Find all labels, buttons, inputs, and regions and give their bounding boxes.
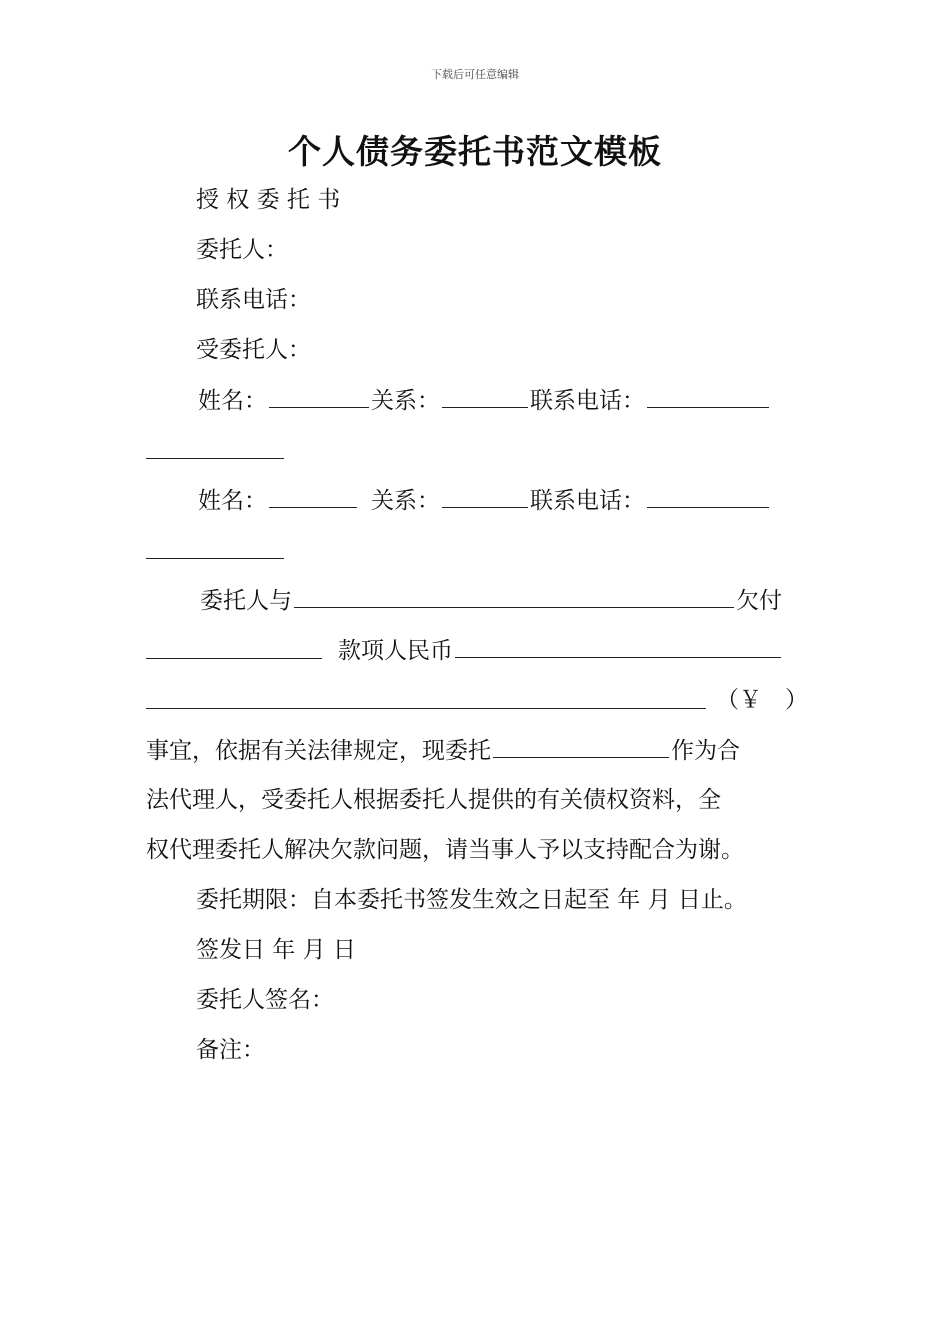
header-note: 下载后可任意编辑 [431, 68, 519, 81]
yuan-symbol: （￥ ） [716, 687, 808, 713]
amount-blank-continued [146, 708, 706, 709]
body-line-5: 法代理人，受委托人根据委托人提供的有关债权资料，全 [146, 787, 721, 813]
body-line-4-start: 事宜，依据有关法律规定，现委托 [146, 738, 491, 764]
amount-blank [455, 635, 781, 658]
amount-phrase: 款项人民币 [338, 638, 453, 664]
phone-blank [647, 385, 769, 408]
agent-row-1 [198, 385, 771, 416]
agent-label: 受委托人： [196, 337, 311, 363]
signature-label: 委托人签名： [196, 987, 334, 1013]
body-line-6: 权代理委托人解决欠款问题，请当事人予以支持配合为谢。 [146, 837, 744, 863]
relation-blank [442, 385, 528, 408]
remarks-label: 备注： [196, 1037, 265, 1063]
document-subtitle: 授 权 委 托 书 [196, 187, 341, 213]
body-line-4 [146, 735, 740, 766]
name-blank [269, 485, 357, 508]
term-line: 委托期限：自本委托书签发生效之日起至 年 月 日止。 [196, 887, 747, 913]
phone-blank-continued [146, 558, 284, 559]
principal-label: 委托人： [196, 237, 288, 263]
name-blank [269, 385, 369, 408]
phone-label: 联系电话： [196, 287, 311, 313]
debt-blank [146, 658, 322, 659]
agent-phone-label: 联系电话： [530, 388, 645, 414]
body-line-2 [338, 635, 783, 666]
relation-blank [442, 485, 528, 508]
phone-blank [647, 485, 769, 508]
agent-name-label: 姓名： [198, 488, 267, 514]
creditor-phrase: 委托人与 [200, 588, 292, 614]
agent-name-label: 姓名： [198, 388, 267, 414]
issue-date: 签发日 年 月 日 [196, 937, 356, 963]
agent-phone-label: 联系电话： [530, 488, 645, 514]
document-title: 个人债务委托书范文模板 [288, 132, 662, 171]
body-line-1 [200, 585, 782, 616]
agent-blank [493, 735, 669, 758]
body-line-4-end: 作为合 [671, 738, 740, 764]
debtor-blank [294, 585, 734, 608]
agent-relation-label: 关系： [371, 388, 440, 414]
phone-blank-continued [146, 458, 284, 459]
agent-relation-label: 关系： [371, 488, 440, 514]
agent-row-2 [198, 485, 771, 516]
debt-phrase: 欠付 [736, 588, 782, 614]
